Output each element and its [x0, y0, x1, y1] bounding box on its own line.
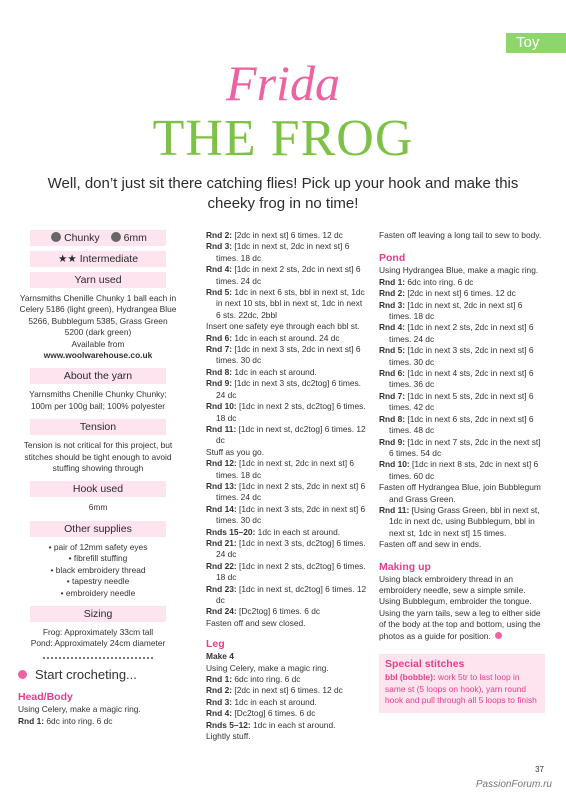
- hook-heading: Hook used: [30, 481, 166, 497]
- supplies-list: [18, 542, 178, 599]
- pattern-line: Rnd 3: 1dc in each st around.: [206, 696, 317, 707]
- leg-subheading: Make 4: [206, 651, 234, 662]
- pattern-line: Rnd 7: [1dc in next 3 sts, 2dc in next st] 6 times. 30 dc: [206, 344, 361, 366]
- special-stitches-box: [379, 654, 545, 713]
- pattern-line: Rnd 3: [1dc in next st, 2dc in next st] 6 times. 18 dc: [379, 299, 523, 322]
- pattern-line: Rnd 6: [1dc in next 4 sts, 2dc in next st] 6 times. 36 dc: [379, 368, 534, 390]
- head-intro: Using Celery, make a magic ring.: [18, 704, 141, 715]
- hook-icon: [111, 232, 121, 242]
- available-from: Available from: [71, 338, 125, 349]
- pattern-line: Rnd 23: [1dc in next st, dc2tog] 6 times. 12 dc: [206, 583, 367, 605]
- pattern-line: Rnd 22: [1dc in next 2 sts, dc2tog] 6 times. 18 dc: [206, 560, 366, 583]
- start-heading-text: Start crocheting...: [35, 666, 137, 682]
- pattern-line: Rnd 9: [1dc in next 7 sts, 2dc in the next st] 6 times. 54 dc: [379, 436, 541, 458]
- sizing-heading: Sizing: [30, 606, 166, 622]
- pattern-line: Insert one safety eye through each bbl st.: [206, 321, 360, 332]
- leg-heading: Leg: [206, 638, 225, 651]
- tension-text: Tension is not critical for this project, but stitches should be tight enough to avoid stuffing showing through: [23, 440, 173, 474]
- pattern-line: Rnd 5: [1dc in next 3 sts, 2dc in next st] 6 times. 30 dc: [379, 345, 534, 367]
- pond-rounds: [379, 265, 545, 550]
- pattern-line: Stuff as you go.: [206, 446, 265, 457]
- supply-item: • black embroidery thread: [50, 564, 146, 575]
- pattern-line: Fasten off Hydrangea Blue, join Bubblegum and Grass Green.: [379, 482, 541, 504]
- pattern-line: Rnd 4: [Dc2tog] 6 times. 6 dc: [206, 708, 316, 719]
- page-number: 37: [535, 765, 544, 774]
- leg-rounds: [206, 663, 368, 743]
- pattern-column-2: [206, 230, 368, 742]
- pattern-line: Rnd 1: 6dc into ring. 6 dc: [206, 674, 301, 685]
- pattern-line: Rnd 14: [1dc in next 3 sts, 2dc in next st] 6 times. 30 dc: [206, 503, 366, 526]
- pattern-line: Rnd 1: 6dc into ring. 6 dc: [18, 715, 113, 726]
- pattern-line: Rnd 7: [1dc in next 5 sts, 2dc in next st] 6 times. 42 dc: [379, 390, 534, 413]
- yarn-ball-icon: [51, 232, 61, 242]
- bullet-dot-icon: [18, 670, 27, 679]
- yarn-used-text: Yarnsmiths Chenille Chunky 1 ball each in Celery 5186 (light green), Hydrangea Blue 5266, Bubblegum 5385, Grass Green 5200 (dark green): [19, 293, 177, 338]
- yarn-used-heading: Yarn used: [30, 272, 166, 288]
- pattern-line: Rnd 4: [1dc in next 2 sts, 2dc in next st] 6 times. 24 dc: [206, 264, 361, 286]
- pattern-line: Rnd 6: 1dc in each st around. 24 dc: [206, 332, 340, 343]
- website-link[interactable]: www.woolwarehouse.co.uk: [43, 350, 153, 361]
- title-main: THE FROG: [152, 110, 414, 167]
- pattern-line: Rnd 4: [1dc in next 2 sts, 2dc in next st] 6 times. 24 dc: [379, 322, 534, 344]
- pattern-line: Using Celery, make a magic ring.: [206, 662, 329, 673]
- hook-size: 6mm: [123, 232, 147, 244]
- pattern-line: Rnd 8: [1dc in next 6 sts, 2dc in next st] 6 times. 48 dc: [379, 413, 534, 436]
- pattern-line: Rnds 5–12: 1dc in each st around.: [206, 719, 336, 730]
- watermark: PassionForum.ru: [475, 779, 552, 790]
- end-dot-icon: [495, 632, 502, 639]
- supply-item: • fibrefill stuffing: [68, 553, 128, 564]
- making-up-text: Using black embroidery thread in an embroidery needle, sew a simple smile. Using Bubblegum, embroider the tongue. Using the yarn tails, sew a leg to either side of the body at the top and bottom, using the photos as a guide for position.: [379, 573, 541, 641]
- hook-text: 6mm: [88, 502, 108, 513]
- level-box: [30, 251, 166, 267]
- special-stitches-text: bbl (bobble): work 5tr to last loop in same st (5 loops on hook), yarn round hook and pull through all 5 loops to finish: [385, 672, 537, 706]
- pattern-line: Rnd 5: 1dc in next 6 sts, bbl in next st, 1dc in next 10 sts, bbl in next st, 1dc in next 6 sts. 22dc, 2bbl: [206, 287, 365, 320]
- supply-item: • embroidery needle: [60, 587, 136, 598]
- pattern-line: Rnd 13: [1dc in next 2 sts, 2dc in next st] 6 times. 24 dc: [206, 480, 366, 503]
- sizing-item: Pond: Approximately 24cm diameter: [30, 638, 166, 649]
- weight-hook-box: [30, 230, 166, 246]
- yarn-weight: Chunky: [64, 232, 100, 244]
- pattern-line: Fasten off and sew closed.: [206, 617, 306, 628]
- dotted-divider: [43, 657, 153, 659]
- special-stitches-heading: Special stitches: [385, 658, 465, 670]
- supply-item: • tapestry needle: [66, 576, 130, 587]
- category-tag: Toy: [506, 33, 566, 53]
- pattern-line: Lightly stuff.: [206, 731, 251, 742]
- tension-heading: Tension: [30, 419, 166, 435]
- pattern-column-3: [379, 230, 545, 713]
- head-body-heading: Head/Body: [18, 691, 73, 704]
- supply-item: • pair of 12mm safety eyes: [48, 541, 148, 552]
- pond-heading: Pond: [379, 252, 406, 265]
- supplies-heading: Other supplies: [30, 521, 166, 537]
- sizing-list: [18, 627, 178, 650]
- intro-text: Well, don’t just sit there catching flies! Pick up your hook and make this cheeky frog in no time!: [47, 175, 519, 212]
- about-text: Yarnsmiths Chenille Chunky Chunky; 100m per 100g ball; 100% polyester: [29, 389, 167, 411]
- sizing-item: Frog: Approximately 33cm tall: [42, 626, 154, 637]
- pattern-line: Rnd 10: [1dc in next 8 sts, 2dc in next st] 6 times. 60 dc: [379, 459, 539, 481]
- making-up-heading: Making up: [379, 560, 431, 573]
- pattern-line: Rnd 21: [1dc in next 3 sts, dc2tog] 6 times. 24 dc: [206, 537, 366, 560]
- level-text: Intermediate: [79, 253, 139, 265]
- pattern-line: Rnd 2: [2dc in next st] 6 times. 12 dc: [206, 230, 343, 240]
- pattern-line: Rnd 8: 1dc in each st around.: [206, 366, 317, 377]
- start-heading: [18, 666, 178, 682]
- head-body-rounds: [206, 230, 368, 629]
- level-stars: ★★: [57, 253, 77, 265]
- pattern-line: Rnd 9: [1dc in next 3 sts, dc2tog] 6 times. 24 dc: [206, 378, 362, 400]
- pattern-line: Using Hydrangea Blue, make a magic ring.: [379, 265, 539, 276]
- pattern-line: Rnd 1: 6dc into ring. 6 dc: [379, 276, 474, 287]
- pattern-line: Rnd 24: [Dc2tog] 6 times. 6 dc: [206, 606, 321, 617]
- title-name: Frida: [226, 55, 340, 111]
- about-heading: About the yarn: [30, 368, 166, 384]
- pattern-line: Rnd 12: [1dc in next st, 2dc in next st] 6 times. 18 dc: [206, 458, 355, 480]
- info-column: [18, 230, 178, 727]
- pattern-line: Fasten off and sew in ends.: [379, 539, 482, 550]
- pattern-line: Rnd 2: [2dc in next st] 6 times. 12 dc: [379, 288, 516, 299]
- pattern-line: Rnds 15–20: 1dc in each st around.: [206, 526, 341, 537]
- pattern-line: Rnd 3: [1dc in next st, 2dc in next st] 6 times. 18 dc: [206, 241, 350, 263]
- fasten-text: Fasten off leaving a long tail to sew to body.: [379, 230, 542, 240]
- pattern-line: Rnd 11: [1dc in next st, dc2tog] 6 times. 12 dc: [206, 423, 366, 446]
- pattern-line: Rnd 10: [1dc in next 2 sts, dc2tog] 6 times. 18 dc: [206, 401, 366, 423]
- pattern-line: Rnd 2: [2dc in next st] 6 times. 12 dc: [206, 685, 343, 696]
- pattern-line: Rnd 11: [Using Grass Green, bbl in next st, 1dc in next dc, using Bubblegum, bbl in next st, 1dc in next st] 15 times.: [379, 504, 540, 538]
